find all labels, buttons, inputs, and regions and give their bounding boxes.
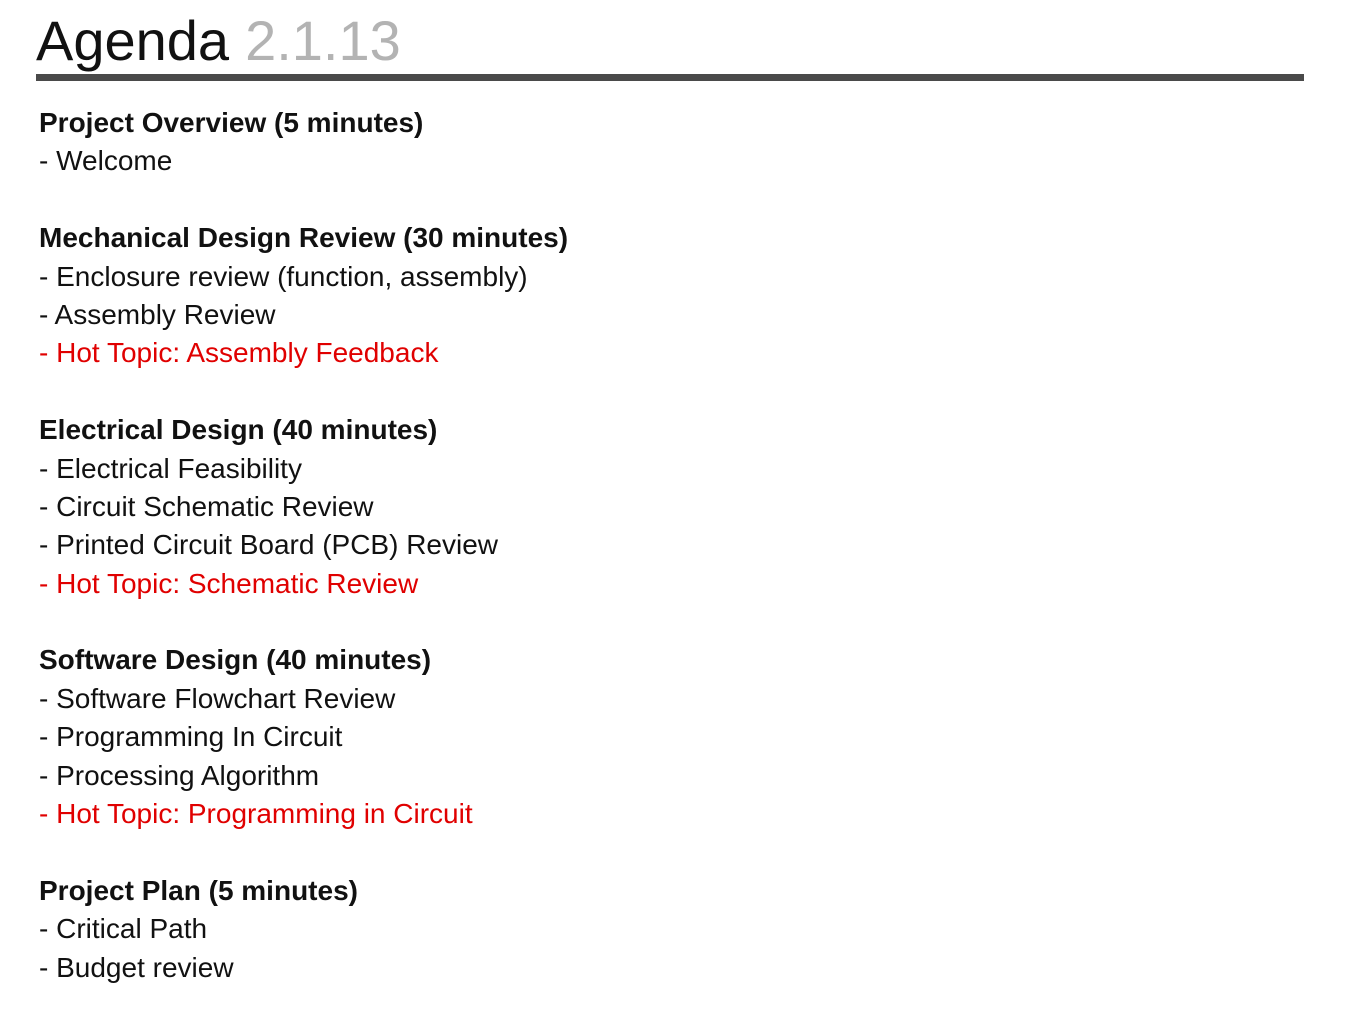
agenda-item: - Budget review xyxy=(39,951,234,983)
section-heading: Electrical Design (40 minutes) xyxy=(39,414,438,446)
agenda-item: - Circuit Schematic Review xyxy=(39,490,374,522)
agenda-item: - Assembly Review xyxy=(39,298,276,330)
agenda-item: - Welcome xyxy=(39,145,173,177)
agenda-section-software-design xyxy=(39,641,1319,833)
agenda-section-mechanical-design xyxy=(39,219,1319,373)
page-title xyxy=(36,8,401,74)
section-heading: Mechanical Design Review (30 minutes) xyxy=(39,222,569,254)
agenda-item: - Enclosure review (function, assembly) xyxy=(39,260,528,292)
agenda-list xyxy=(39,104,1319,987)
hot-topic-item: - Hot Topic: Assembly Feedback xyxy=(39,337,439,369)
hot-topic-item: - Hot Topic: Schematic Review xyxy=(39,567,419,599)
section-heading: Project Plan (5 minutes) xyxy=(39,874,358,906)
agenda-item: - Programming In Circuit xyxy=(39,721,343,753)
section-heading: Software Design (40 minutes) xyxy=(39,644,432,676)
section-heading: Project Overview (5 minutes) xyxy=(39,107,424,138)
agenda-section-electrical-design xyxy=(39,411,1319,603)
agenda-item: - Printed Circuit Board (PCB) Review xyxy=(39,529,499,561)
title-date: 2.1.13 xyxy=(245,9,401,72)
title-divider xyxy=(36,74,1304,81)
agenda-item: - Processing Algorithm xyxy=(39,759,320,791)
title-text: Agenda xyxy=(36,9,230,72)
agenda-item: - Electrical Feasibility xyxy=(39,452,302,484)
agenda-section-project-plan xyxy=(39,872,1319,987)
agenda-item: - Critical Path xyxy=(39,913,208,945)
agenda-item: - Software Flowchart Review xyxy=(39,682,396,714)
hot-topic-item: - Hot Topic: Programming in Circuit xyxy=(39,798,473,830)
agenda-section-project-overview xyxy=(39,104,1319,181)
